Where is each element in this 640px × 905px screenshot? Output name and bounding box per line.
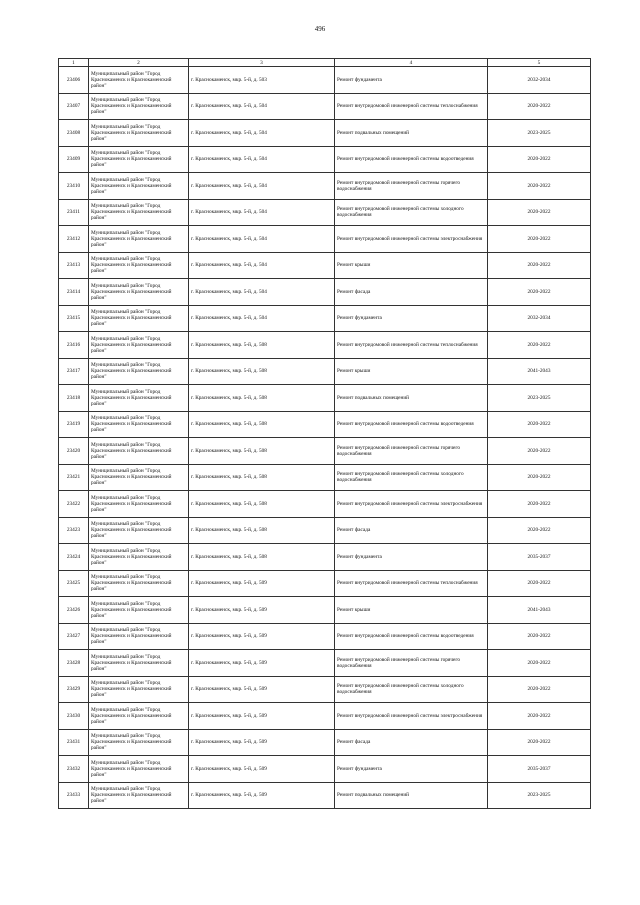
- address-cell: г. Краснокаменск, мкр. 5-й, д. 504: [189, 305, 335, 332]
- municipality-cell: Муниципальный район "Город Краснокаменск и Краснокаменский район": [89, 676, 189, 703]
- row-number-cell: 23408: [59, 120, 89, 147]
- period-cell: 2020-2022: [488, 279, 591, 306]
- period-cell: 2020-2022: [488, 464, 591, 491]
- work-type-cell: Ремонт внутридомовой инженерной системы теплоснабжения: [335, 570, 488, 597]
- table-row: [59, 279, 591, 306]
- row-number-cell: 23413: [59, 252, 89, 279]
- period-cell: 2035-2037: [488, 544, 591, 571]
- row-number-cell: 23421: [59, 464, 89, 491]
- period-cell: 2020-2022: [488, 491, 591, 518]
- address-cell: г. Краснокаменск, мкр. 5-й, д. 509: [189, 650, 335, 677]
- period-cell: 2020-2022: [488, 650, 591, 677]
- table-body: [59, 67, 591, 809]
- row-number-cell: 23418: [59, 385, 89, 412]
- municipality-cell: Муниципальный район "Город Краснокаменск и Краснокаменский район": [89, 358, 189, 385]
- period-cell: 2020-2022: [488, 332, 591, 359]
- work-type-cell: Ремонт фундамента: [335, 756, 488, 783]
- row-number-cell: 23423: [59, 517, 89, 544]
- table-row: [59, 226, 591, 253]
- work-type-cell: Ремонт внутридомовой инженерной системы горячего водоснабжения: [335, 438, 488, 465]
- period-cell: 2032-2034: [488, 305, 591, 332]
- address-cell: г. Краснокаменск, мкр. 5-й, д. 508: [189, 464, 335, 491]
- municipality-cell: Муниципальный район "Город Краснокаменск и Краснокаменский район": [89, 252, 189, 279]
- municipality-cell: Муниципальный район "Город Краснокаменск и Краснокаменский район": [89, 650, 189, 677]
- row-number-cell: 23424: [59, 544, 89, 571]
- address-cell: г. Краснокаменск, мкр. 5-й, д. 508: [189, 517, 335, 544]
- table-row: [59, 199, 591, 226]
- page-number: 496: [314, 25, 326, 33]
- period-cell: 2020-2022: [488, 570, 591, 597]
- municipality-cell: Муниципальный район "Город Краснокаменск и Краснокаменский район": [89, 226, 189, 253]
- work-type-cell: Ремонт фасада: [335, 729, 488, 756]
- work-type-cell: Ремонт подвальных помещений: [335, 120, 488, 147]
- period-cell: 2041-2043: [488, 597, 591, 624]
- column-header-4: 4: [335, 59, 488, 67]
- address-cell: г. Краснокаменск, мкр. 5-й, д. 509: [189, 597, 335, 624]
- municipality-cell: Муниципальный район "Город Краснокаменск и Краснокаменский район": [89, 464, 189, 491]
- row-number-cell: 23427: [59, 623, 89, 650]
- municipality-cell: Муниципальный район "Город Краснокаменск и Краснокаменский район": [89, 305, 189, 332]
- work-type-cell: Ремонт внутридомовой инженерной системы горячего водоснабжения: [335, 650, 488, 677]
- table-row: [59, 517, 591, 544]
- municipality-cell: Муниципальный район "Город Краснокаменск и Краснокаменский район": [89, 411, 189, 438]
- work-type-cell: Ремонт внутридомовой инженерной системы водоотведения: [335, 411, 488, 438]
- address-cell: г. Краснокаменск, мкр. 5-й, д. 508: [189, 438, 335, 465]
- period-cell: 2035-2037: [488, 756, 591, 783]
- table-row: [59, 411, 591, 438]
- table-row: [59, 305, 591, 332]
- municipality-cell: Муниципальный район "Город Краснокаменск и Краснокаменский район": [89, 438, 189, 465]
- municipality-cell: Муниципальный район "Город Краснокаменск и Краснокаменский район": [89, 93, 189, 120]
- address-cell: г. Краснокаменск, мкр. 5-й, д. 504: [189, 226, 335, 253]
- period-cell: 2023-2025: [488, 782, 591, 809]
- column-header-5: 5: [488, 59, 591, 67]
- municipality-cell: Муниципальный район "Город Краснокаменск и Краснокаменский район": [89, 173, 189, 200]
- table-row: [59, 93, 591, 120]
- work-type-cell: Ремонт крыши: [335, 597, 488, 624]
- table-row: [59, 332, 591, 359]
- address-cell: г. Краснокаменск, мкр. 5-й, д. 504: [189, 279, 335, 306]
- address-cell: г. Краснокаменск, мкр. 5-й, д. 508: [189, 332, 335, 359]
- municipality-cell: Муниципальный район "Город Краснокаменск и Краснокаменский район": [89, 703, 189, 730]
- address-cell: г. Краснокаменск, мкр. 5-й, д. 504: [189, 199, 335, 226]
- period-cell: 2020-2022: [488, 729, 591, 756]
- row-number-cell: 23433: [59, 782, 89, 809]
- table-row: [59, 67, 591, 94]
- table-row: [59, 676, 591, 703]
- municipality-cell: Муниципальный район "Город Краснокаменск и Краснокаменский район": [89, 782, 189, 809]
- table-row: [59, 252, 591, 279]
- municipality-cell: Муниципальный район "Город Краснокаменск и Краснокаменский район": [89, 570, 189, 597]
- address-cell: г. Краснокаменск, мкр. 5-й, д. 504: [189, 252, 335, 279]
- period-cell: 2020-2022: [488, 517, 591, 544]
- table-row: [59, 491, 591, 518]
- work-type-cell: Ремонт внутридомовой инженерной системы электроснабжения: [335, 491, 488, 518]
- row-number-cell: 23411: [59, 199, 89, 226]
- address-cell: г. Краснокаменск, мкр. 5-й, д. 504: [189, 173, 335, 200]
- work-type-cell: Ремонт фундамента: [335, 305, 488, 332]
- table-row: [59, 597, 591, 624]
- work-type-cell: Ремонт крыши: [335, 358, 488, 385]
- work-type-cell: Ремонт фундамента: [335, 544, 488, 571]
- header-row: [59, 59, 591, 67]
- address-cell: г. Краснокаменск, мкр. 5-й, д. 509: [189, 570, 335, 597]
- municipality-cell: Муниципальный район "Город Краснокаменск и Краснокаменский район": [89, 517, 189, 544]
- table-row: [59, 623, 591, 650]
- period-cell: 2020-2022: [488, 93, 591, 120]
- table-row: [59, 146, 591, 173]
- table-row: [59, 173, 591, 200]
- table-row: [59, 438, 591, 465]
- work-type-cell: Ремонт внутридомовой инженерной системы электроснабжения: [335, 226, 488, 253]
- address-cell: г. Краснокаменск, мкр. 5-й, д. 509: [189, 703, 335, 730]
- work-type-cell: Ремонт крыши: [335, 252, 488, 279]
- row-number-cell: 23407: [59, 93, 89, 120]
- address-cell: г. Краснокаменск, мкр. 5-й, д. 508: [189, 385, 335, 412]
- municipality-cell: Муниципальный район "Город Краснокаменск и Краснокаменский район": [89, 597, 189, 624]
- period-cell: 2020-2022: [488, 146, 591, 173]
- municipality-cell: Муниципальный район "Город Краснокаменск и Краснокаменский район": [89, 146, 189, 173]
- period-cell: 2023-2025: [488, 385, 591, 412]
- column-header-2: 2: [89, 59, 189, 67]
- table-row: [59, 358, 591, 385]
- table-row: [59, 570, 591, 597]
- work-type-cell: Ремонт внутридомовой инженерной системы горячего водоснабжения: [335, 173, 488, 200]
- period-cell: 2020-2022: [488, 173, 591, 200]
- row-number-cell: 23429: [59, 676, 89, 703]
- period-cell: 2020-2022: [488, 676, 591, 703]
- work-type-cell: Ремонт внутридомовой инженерной системы водоотведения: [335, 623, 488, 650]
- municipality-cell: Муниципальный район "Город Краснокаменск и Краснокаменский район": [89, 729, 189, 756]
- table-row: [59, 650, 591, 677]
- work-type-cell: Ремонт подвальных помещений: [335, 385, 488, 412]
- row-number-cell: 23432: [59, 756, 89, 783]
- work-type-cell: Ремонт подвальных помещений: [335, 782, 488, 809]
- address-cell: г. Краснокаменск, мкр. 5-й, д. 503: [189, 67, 335, 94]
- column-header-3: 3: [189, 59, 335, 67]
- municipality-cell: Муниципальный район "Город Краснокаменск и Краснокаменский район": [89, 756, 189, 783]
- work-type-cell: Ремонт фасада: [335, 279, 488, 306]
- table-header: [59, 59, 591, 67]
- period-cell: 2020-2022: [488, 199, 591, 226]
- work-type-cell: Ремонт внутридомовой инженерной системы холодного водоснабжения: [335, 464, 488, 491]
- address-cell: г. Краснокаменск, мкр. 5-й, д. 509: [189, 676, 335, 703]
- row-number-cell: 23410: [59, 173, 89, 200]
- period-cell: 2041-2043: [488, 358, 591, 385]
- row-number-cell: 23412: [59, 226, 89, 253]
- period-cell: 2032-2034: [488, 67, 591, 94]
- row-number-cell: 23416: [59, 332, 89, 359]
- address-cell: г. Краснокаменск, мкр. 5-й, д. 509: [189, 756, 335, 783]
- period-cell: 2020-2022: [488, 252, 591, 279]
- row-number-cell: 23430: [59, 703, 89, 730]
- address-cell: г. Краснокаменск, мкр. 5-й, д. 504: [189, 93, 335, 120]
- row-number-cell: 23420: [59, 438, 89, 465]
- municipality-cell: Муниципальный район "Город Краснокаменск и Краснокаменский район": [89, 67, 189, 94]
- work-type-cell: Ремонт внутридомовой инженерной системы теплоснабжения: [335, 332, 488, 359]
- address-cell: г. Краснокаменск, мкр. 5-й, д. 509: [189, 782, 335, 809]
- work-type-cell: Ремонт внутридомовой инженерной системы холодного водоснабжения: [335, 676, 488, 703]
- address-cell: г. Краснокаменск, мкр. 5-й, д. 509: [189, 729, 335, 756]
- municipality-cell: Муниципальный район "Город Краснокаменск и Краснокаменский район": [89, 544, 189, 571]
- table-row: [59, 385, 591, 412]
- table-row: [59, 756, 591, 783]
- municipality-cell: Муниципальный район "Город Краснокаменск и Краснокаменский район": [89, 120, 189, 147]
- table-row: [59, 729, 591, 756]
- address-cell: г. Краснокаменск, мкр. 5-й, д. 508: [189, 411, 335, 438]
- row-number-cell: 23409: [59, 146, 89, 173]
- table-row: [59, 782, 591, 809]
- period-cell: 2020-2022: [488, 703, 591, 730]
- row-number-cell: 23431: [59, 729, 89, 756]
- period-cell: 2020-2022: [488, 623, 591, 650]
- period-cell: 2020-2022: [488, 226, 591, 253]
- period-cell: 2023-2025: [488, 120, 591, 147]
- address-cell: г. Краснокаменск, мкр. 5-й, д. 508: [189, 491, 335, 518]
- row-number-cell: 23426: [59, 597, 89, 624]
- table-row: [59, 120, 591, 147]
- municipality-cell: Муниципальный район "Город Краснокаменск и Краснокаменский район": [89, 279, 189, 306]
- table-row: [59, 544, 591, 571]
- address-cell: г. Краснокаменск, мкр. 5-й, д. 508: [189, 358, 335, 385]
- row-number-cell: 23414: [59, 279, 89, 306]
- municipality-cell: Муниципальный район "Город Краснокаменск и Краснокаменский район": [89, 199, 189, 226]
- table-row: [59, 703, 591, 730]
- row-number-cell: 23415: [59, 305, 89, 332]
- work-type-cell: Ремонт внутридомовой инженерной системы водоотведения: [335, 146, 488, 173]
- work-type-cell: Ремонт фундамента: [335, 67, 488, 94]
- row-number-cell: 23428: [59, 650, 89, 677]
- address-cell: г. Краснокаменск, мкр. 5-й, д. 504: [189, 146, 335, 173]
- address-cell: г. Краснокаменск, мкр. 5-й, д. 508: [189, 544, 335, 571]
- work-type-cell: Ремонт внутридомовой инженерной системы электроснабжения: [335, 703, 488, 730]
- municipality-cell: Муниципальный район "Город Краснокаменск и Краснокаменский район": [89, 623, 189, 650]
- work-type-cell: Ремонт фасада: [335, 517, 488, 544]
- row-number-cell: 23406: [59, 67, 89, 94]
- period-cell: 2020-2022: [488, 438, 591, 465]
- table-row: [59, 464, 591, 491]
- municipality-cell: Муниципальный район "Город Краснокаменск и Краснокаменский район": [89, 332, 189, 359]
- period-cell: 2020-2022: [488, 411, 591, 438]
- work-type-cell: Ремонт внутридомовой инженерной системы теплоснабжения: [335, 93, 488, 120]
- address-cell: г. Краснокаменск, мкр. 5-й, д. 509: [189, 623, 335, 650]
- work-type-cell: Ремонт внутридомовой инженерной системы холодного водоснабжения: [335, 199, 488, 226]
- municipality-cell: Муниципальный район "Город Краснокаменск и Краснокаменский район": [89, 385, 189, 412]
- row-number-cell: 23422: [59, 491, 89, 518]
- row-number-cell: 23417: [59, 358, 89, 385]
- row-number-cell: 23419: [59, 411, 89, 438]
- row-number-cell: 23425: [59, 570, 89, 597]
- repair-schedule-table: [58, 58, 591, 809]
- municipality-cell: Муниципальный район "Город Краснокаменск и Краснокаменский район": [89, 491, 189, 518]
- address-cell: г. Краснокаменск, мкр. 5-й, д. 504: [189, 120, 335, 147]
- column-header-1: 1: [59, 59, 89, 67]
